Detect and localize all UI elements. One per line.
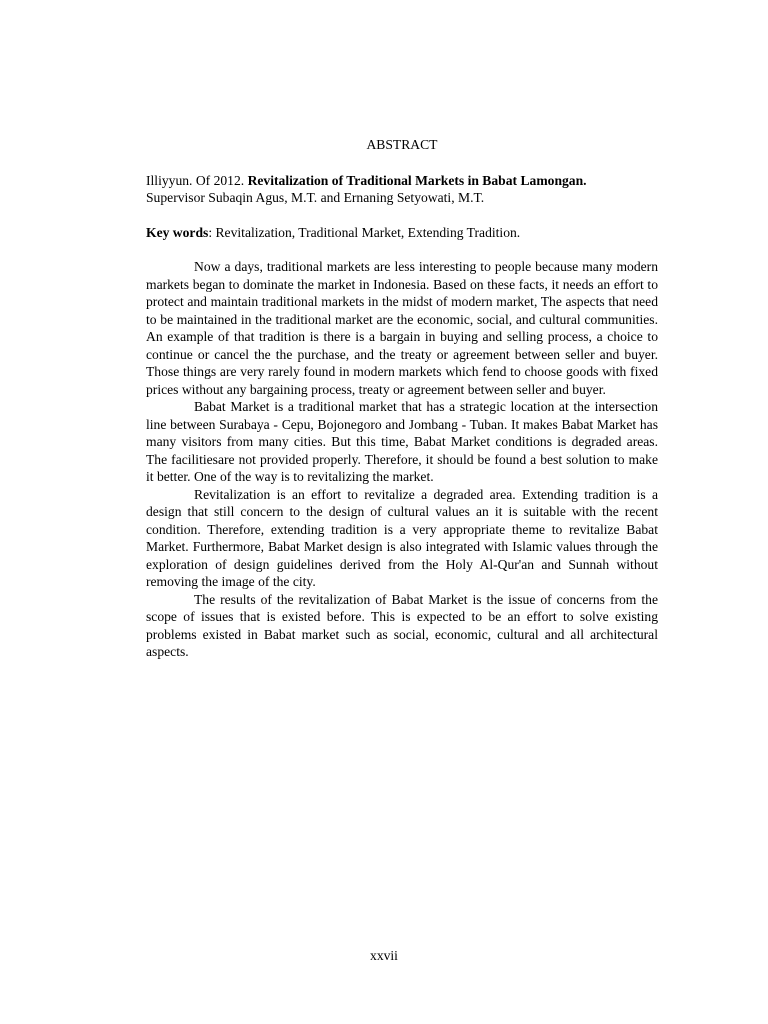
thesis-title: Revitalization of Traditional Markets in Babat Lamongan. — [247, 172, 587, 188]
page-number: xxvii — [370, 948, 398, 963]
paragraph-1: Now a days, traditional markets are less interesting to people because many modern markets began to dominate the market in Indonesia. Based on these facts, it needs an effort to protect and maintain traditional markets in the midst of modern market, The aspects that need to be maintained in the traditional market are the economic, social, and cultural communities. An example of that tradition is there is a bargain in buying and selling process, a choice to continue or cancel the the purchase, and the treaty or agreement between seller and buyer. Those things are very rarely found in modern markets which fend to choose goods with fixed prices without any bargaining process, treaty or agreement between seller and buyer. — [146, 259, 658, 397]
paragraph-2: Babat Market is a traditional market that has a strategic location at the intersection line between Surabaya - Cepu, Bojonegoro and Jombang - Tuban. It makes Babat Market has many visitors from many cities. But this time, Babat Market conditions is degraded areas. The facilitiesare not provided properly. Therefore, it should be found a best solution to make it better. One of the way is to revitalizing the market. — [146, 399, 658, 484]
abstract-body — [146, 136, 658, 661]
keywords-label: Key words — [146, 224, 209, 240]
paragraph-3: Revitalization is an effort to revitalize a degraded area. Extending tradition is a design that still concern to the design of cultural values an it is suitable with the recent condition. Therefore, extending tradition is a very appropriate theme to revitalize Babat Market. Furthermore, Babat Market design is also integrated with Islamic values through the exploration of design guidelines derived from the Holy Al-Qur'an and Sunnah without removing the image of the city. — [146, 486, 658, 589]
citation-author-year: Illiyyun. Of 2012. — [146, 172, 248, 188]
citation — [146, 172, 658, 207]
supervisors: Supervisor Subaqin Agus, M.T. and Ernaning Setyowati, M.T. — [146, 190, 485, 205]
keywords-text: : Revitalization, Traditional Market, Extending Tradition. — [208, 224, 521, 240]
paragraph-4: The results of the revitalization of Babat Market is the issue of concerns from the scope of issues that is existed before. This is expected to be an effort to solve existing problems existed in Babat market such as social, economic, cultural and all architectural aspects. — [146, 591, 658, 659]
keywords-line — [146, 224, 658, 242]
abstract-title: ABSTRACT — [366, 137, 438, 152]
